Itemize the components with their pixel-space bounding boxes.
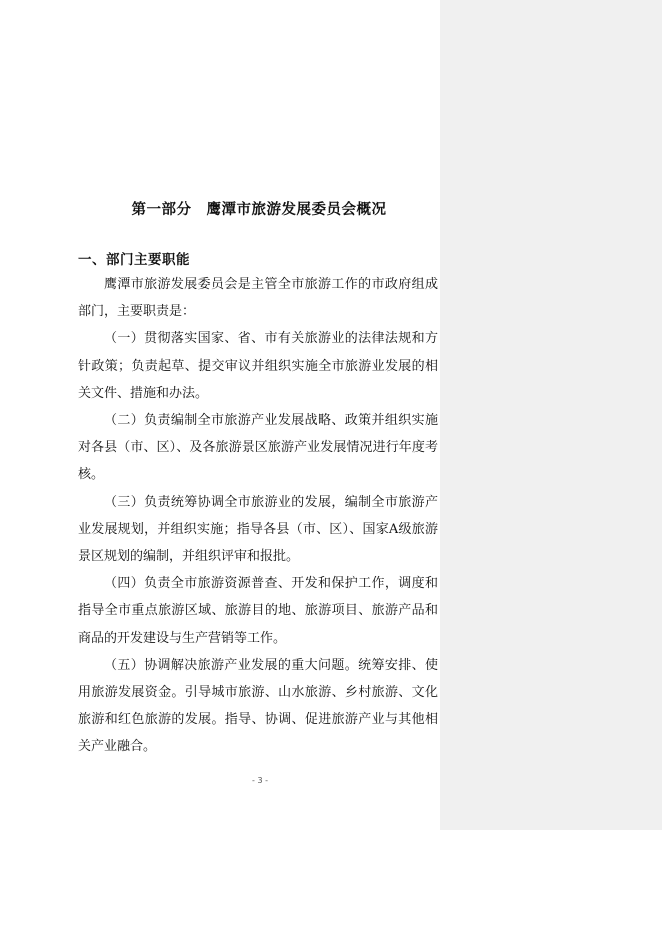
paragraph-duty-1: （一）贯彻落实国家、省、市有关旅游业的法律法规和方针政策；负责起草、提交审议并组织实施全市旅游业发展的相关文件、措施和办法。 — [78, 331, 438, 401]
paragraph-duty-3: （三）负责统筹协调全市旅游业的发展，编制全市旅游产业发展规划，并组织实施；指导各县（市、区）、国家A级旅游景区规划的编制，并组织评审和报批。 — [78, 494, 438, 565]
page-number: - 3 - — [252, 776, 268, 785]
body-text — [78, 271, 438, 761]
paragraph-duty-2: （二）负责编制全市旅游产业发展战略、政策并组织实施对各县（市、区）、及各旅游景区旅游产业发展情况进行年度考核。 — [78, 413, 438, 483]
section-heading: 一、部门主要职能 — [78, 252, 190, 268]
page-title: 第一部分 鹰潭市旅游发展委员会概况 — [131, 202, 387, 218]
paragraph-duty-4: （四）负责全市旅游资源普查、开发和保护工作，调度和指导全市重点旅游区域、旅游目的地、旅游项目、旅游产品和商品的开发建设与生产营销等工作。 — [78, 576, 438, 646]
paragraph-intro: 鹰潭市旅游发展委员会是主管全市旅游工作的市政府组成部门，主要职责是： — [78, 277, 438, 320]
comment-pane — [440, 0, 662, 830]
paragraph-duty-5: （五）协调解决旅游产业发展的重大问题。统筹安排、使用旅游发展资金。引导城市旅游、山水旅游、乡村旅游、文化旅游和红色旅游的发展。指导、协调、促进旅游产业与其他相关产业融合。 — [78, 657, 438, 755]
